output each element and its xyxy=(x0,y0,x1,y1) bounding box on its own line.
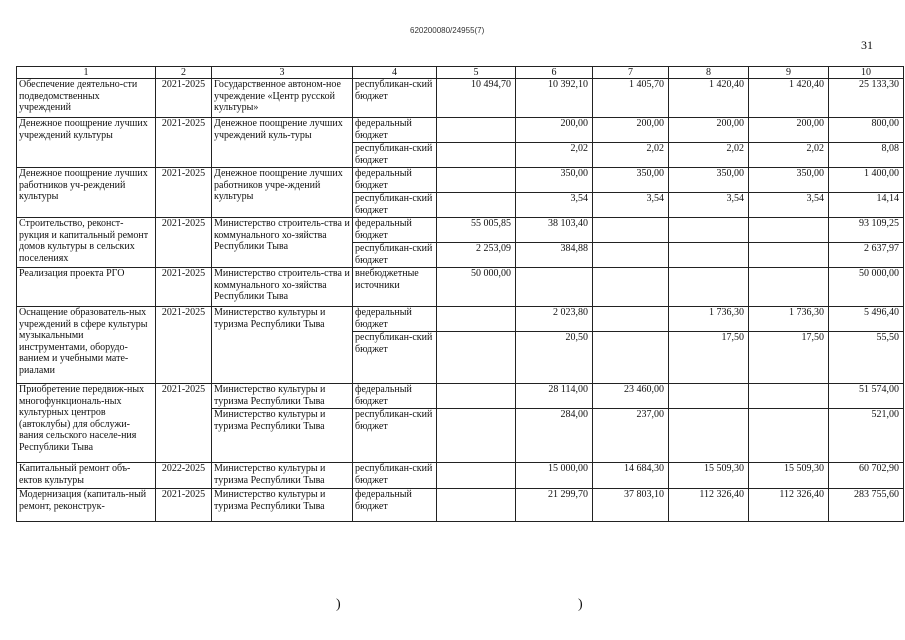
total-amount-cell: 60 702,90 xyxy=(829,463,904,489)
funding-source-cell: федеральный бюджет xyxy=(353,218,437,243)
amount-cell xyxy=(669,243,749,268)
amount-cell: 2,02 xyxy=(669,143,749,168)
period-cell: 2021-2025 xyxy=(156,489,212,522)
amount-cell: 10 392,10 xyxy=(516,79,593,118)
total-amount-cell: 800,00 xyxy=(829,118,904,143)
total-amount-cell: 283 755,60 xyxy=(829,489,904,522)
funding-source-cell: федеральный бюджет xyxy=(353,168,437,193)
amount-cell: 1 736,30 xyxy=(749,307,829,332)
executor-cell: Министерство культуры и туризма Республики Тыва xyxy=(212,409,353,463)
amount-cell: 37 803,10 xyxy=(593,489,669,522)
amount-cell xyxy=(437,193,516,218)
margin-mark: ) xyxy=(578,597,583,612)
funding-source-cell: федеральный бюджет xyxy=(353,118,437,143)
period-cell: 2021-2025 xyxy=(156,168,212,218)
table-row xyxy=(17,463,904,489)
amount-cell xyxy=(437,307,516,332)
amount-cell xyxy=(593,268,669,307)
amount-cell xyxy=(749,384,829,409)
event-name-cell: Обеспечение деятельно-сти подведомственных учреждений xyxy=(17,79,156,118)
amount-cell: 23 460,00 xyxy=(593,384,669,409)
amount-cell: 284,00 xyxy=(516,409,593,463)
executor-cell: Министерство строитель-ства и коммунального хо-зяйства Республики Тыва xyxy=(212,218,353,268)
budget-table xyxy=(16,66,904,522)
amount-cell: 200,00 xyxy=(593,118,669,143)
total-amount-cell: 8,08 xyxy=(829,143,904,168)
document-code: 620200080/24955(7) xyxy=(410,26,485,35)
event-name-cell: Денежное поощрение лучших работников уч-реждений культуры xyxy=(17,168,156,218)
column-number-row xyxy=(17,67,904,79)
executor-cell: Министерство культуры и туризма Республики Тыва xyxy=(212,384,353,409)
executor-cell: Министерство культуры и туризма Республики Тыва xyxy=(212,307,353,384)
amount-cell: 1 736,30 xyxy=(669,307,749,332)
amount-cell: 350,00 xyxy=(749,168,829,193)
amount-cell: 3,54 xyxy=(749,193,829,218)
amount-cell xyxy=(749,409,829,463)
amount-cell xyxy=(437,384,516,409)
period-cell: 2021-2025 xyxy=(156,79,212,118)
amount-cell xyxy=(749,268,829,307)
executor-cell: Государственное автоном-ное учреждение «Центр русской культуры» xyxy=(212,79,353,118)
amount-cell: 15 509,30 xyxy=(749,463,829,489)
total-amount-cell: 521,00 xyxy=(829,409,904,463)
total-amount-cell: 50 000,00 xyxy=(829,268,904,307)
amount-cell: 55 005,85 xyxy=(437,218,516,243)
event-name-cell: Приобретение передвиж-ных многофункциональ-ных культурных центров (автоклубы) для обслужи-вания сельского населе-ния Республики Тыва xyxy=(17,384,156,463)
executor-cell: Денежное поощрение лучших работников учре-ждений культуры xyxy=(212,168,353,218)
amount-cell: 15 000,00 xyxy=(516,463,593,489)
funding-source-cell: республикан-ский бюджет xyxy=(353,463,437,489)
funding-source-cell: республикан-ский бюджет xyxy=(353,243,437,268)
amount-cell: 237,00 xyxy=(593,409,669,463)
column-number: 6 xyxy=(516,67,593,79)
column-number: 1 xyxy=(17,67,156,79)
amount-cell: 200,00 xyxy=(669,118,749,143)
amount-cell xyxy=(437,168,516,193)
table-row xyxy=(17,384,904,409)
table-row xyxy=(17,118,904,143)
event-name-cell: Капитальный ремонт объ-ектов культуры xyxy=(17,463,156,489)
period-cell: 2021-2025 xyxy=(156,307,212,384)
event-name-cell: Денежное поощрение лучших учреждений культуры xyxy=(17,118,156,168)
amount-cell: 14 684,30 xyxy=(593,463,669,489)
amount-cell xyxy=(437,463,516,489)
amount-cell: 50 000,00 xyxy=(437,268,516,307)
amount-cell: 2,02 xyxy=(593,143,669,168)
amount-cell xyxy=(749,218,829,243)
amount-cell: 1 420,40 xyxy=(749,79,829,118)
event-name-cell: Модернизация (капиталь-ный ремонт, реконструк- xyxy=(17,489,156,522)
amount-cell: 2,02 xyxy=(749,143,829,168)
amount-cell xyxy=(669,218,749,243)
table-row xyxy=(17,307,904,332)
funding-source-cell: республикан-ский бюджет xyxy=(353,409,437,463)
total-amount-cell: 1 400,00 xyxy=(829,168,904,193)
amount-cell: 200,00 xyxy=(749,118,829,143)
amount-cell xyxy=(669,409,749,463)
column-number: 7 xyxy=(593,67,669,79)
amount-cell: 350,00 xyxy=(516,168,593,193)
amount-cell xyxy=(669,268,749,307)
executor-cell: Министерство культуры и туризма Республики Тыва xyxy=(212,489,353,522)
amount-cell: 2,02 xyxy=(516,143,593,168)
executor-cell: Денежное поощрение лучших учреждений куль-туры xyxy=(212,118,353,168)
funding-source-cell: республикан-ский бюджет xyxy=(353,79,437,118)
amount-cell: 350,00 xyxy=(669,168,749,193)
column-number: 8 xyxy=(669,67,749,79)
funding-source-cell: федеральный бюджет xyxy=(353,489,437,522)
amount-cell: 21 299,70 xyxy=(516,489,593,522)
amount-cell: 1 420,40 xyxy=(669,79,749,118)
total-amount-cell: 2 637,97 xyxy=(829,243,904,268)
amount-cell xyxy=(437,332,516,384)
funding-source-cell: республикан-ский бюджет xyxy=(353,193,437,218)
amount-cell xyxy=(749,243,829,268)
page-number: 31 xyxy=(861,38,873,52)
amount-cell xyxy=(669,384,749,409)
table-row xyxy=(17,489,904,522)
funding-source-cell: республикан-ский бюджет xyxy=(353,332,437,384)
executor-cell: Министерство культуры и туризма Республики Тыва xyxy=(212,463,353,489)
amount-cell xyxy=(437,409,516,463)
amount-cell: 384,88 xyxy=(516,243,593,268)
amount-cell xyxy=(593,243,669,268)
amount-cell: 112 326,40 xyxy=(669,489,749,522)
amount-cell xyxy=(593,307,669,332)
amount-cell: 2 253,09 xyxy=(437,243,516,268)
event-name-cell: Реализация проекта РГО xyxy=(17,268,156,307)
amount-cell: 17,50 xyxy=(669,332,749,384)
margin-mark: ) xyxy=(336,597,341,612)
event-name-cell: Строительство, реконст-рукция и капитальный ремонт домов культуры в сельских поселениях xyxy=(17,218,156,268)
total-amount-cell: 93 109,25 xyxy=(829,218,904,243)
amount-cell: 3,54 xyxy=(593,193,669,218)
total-amount-cell: 55,50 xyxy=(829,332,904,384)
table-row xyxy=(17,79,904,118)
amount-cell: 15 509,30 xyxy=(669,463,749,489)
column-number: 10 xyxy=(829,67,904,79)
amount-cell: 350,00 xyxy=(593,168,669,193)
amount-cell xyxy=(437,118,516,143)
period-cell: 2021-2025 xyxy=(156,118,212,168)
column-number: 3 xyxy=(212,67,353,79)
total-amount-cell: 14,14 xyxy=(829,193,904,218)
executor-cell: Министерство строитель-ства и коммунального хо-зяйства Республики Тыва xyxy=(212,268,353,307)
table-row xyxy=(17,168,904,193)
period-cell: 2021-2025 xyxy=(156,268,212,307)
table-row xyxy=(17,218,904,243)
period-cell: 2021-2025 xyxy=(156,384,212,463)
funding-source-cell: республикан-ский бюджет xyxy=(353,143,437,168)
amount-cell: 20,50 xyxy=(516,332,593,384)
total-amount-cell: 5 496,40 xyxy=(829,307,904,332)
amount-cell: 3,54 xyxy=(516,193,593,218)
amount-cell: 2 023,80 xyxy=(516,307,593,332)
amount-cell: 17,50 xyxy=(749,332,829,384)
amount-cell xyxy=(516,268,593,307)
amount-cell xyxy=(437,489,516,522)
funding-source-cell: федеральный бюджет xyxy=(353,384,437,409)
total-amount-cell: 51 574,00 xyxy=(829,384,904,409)
amount-cell: 10 494,70 xyxy=(437,79,516,118)
table-row xyxy=(17,268,904,307)
amount-cell: 200,00 xyxy=(516,118,593,143)
column-number: 2 xyxy=(156,67,212,79)
funding-source-cell: внебюджетные источники xyxy=(353,268,437,307)
funding-source-cell: федеральный бюджет xyxy=(353,307,437,332)
column-number: 5 xyxy=(437,67,516,79)
period-cell: 2022-2025 xyxy=(156,463,212,489)
event-name-cell: Оснащение образователь-ных учреждений в сфере культуры музыкальными инструментами, оборудо-ванием и учебными мате-риалами xyxy=(17,307,156,384)
amount-cell: 38 103,40 xyxy=(516,218,593,243)
column-number: 9 xyxy=(749,67,829,79)
amount-cell xyxy=(437,143,516,168)
amount-cell: 1 405,70 xyxy=(593,79,669,118)
amount-cell xyxy=(593,218,669,243)
amount-cell: 112 326,40 xyxy=(749,489,829,522)
period-cell: 2021-2025 xyxy=(156,218,212,268)
amount-cell: 3,54 xyxy=(669,193,749,218)
amount-cell xyxy=(593,332,669,384)
amount-cell: 28 114,00 xyxy=(516,384,593,409)
column-number: 4 xyxy=(353,67,437,79)
total-amount-cell: 25 133,30 xyxy=(829,79,904,118)
